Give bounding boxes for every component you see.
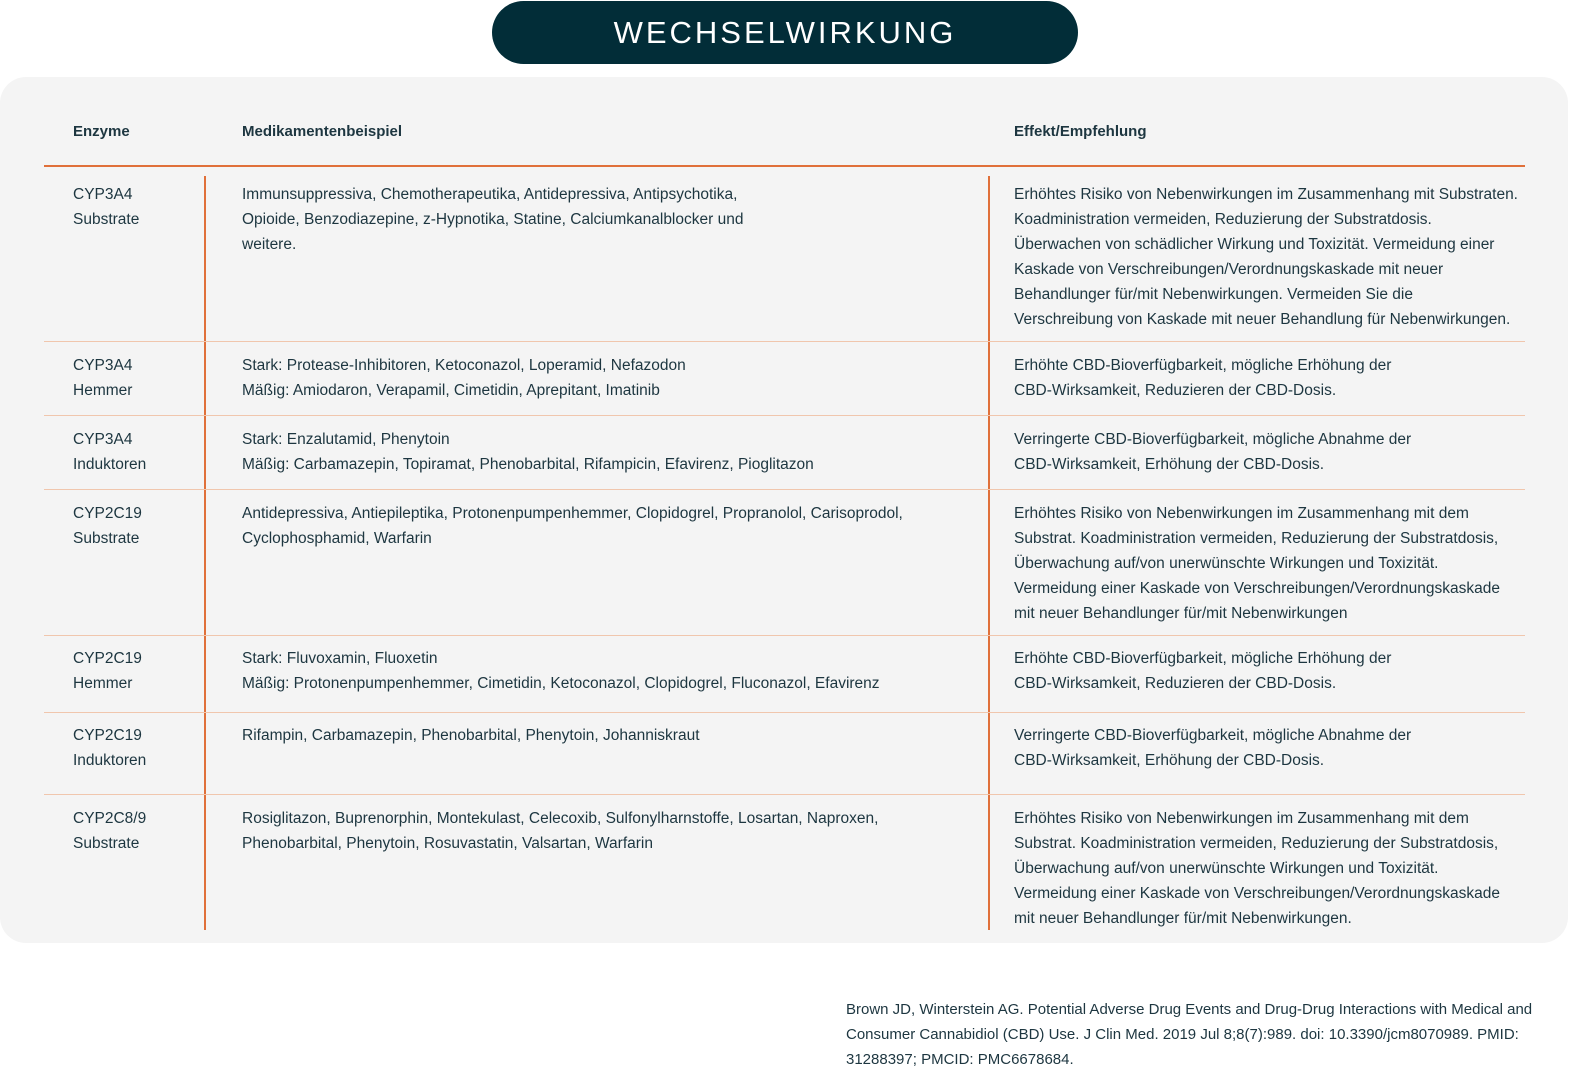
row-medication: Stark: Enzalutamid, Phenytoin Mäßig: Carbamazepin, Topiramat, Phenobarbital, Rifampicin, Efavirenz, Pioglitazon [242,431,814,473]
page-title: WECHSELWIRKUNG [492,1,1078,64]
row-divider [44,415,1525,416]
row-medication: Rosiglitazon, Buprenorphin, Montekulast, Celecoxib, Sulfonylharnstoffe, Losartan, Naproxen, Phenobarbital, Phenytoin, Rosuvastatin, Valsartan, Warfarin [242,810,879,852]
row-enzyme: CYP2C19 Induktoren [73,727,147,769]
row-medication: Stark: Fluvoxamin, Fluoxetin Mäßig: Protonenpumpenhemmer, Cimetidin, Ketoconazol, Clopidogrel, Fluconazol, Efavirenz [242,650,880,692]
header-enzyme: Enzyme [73,123,130,140]
row-effect: Verringerte CBD-Bioverfügbarkeit, mögliche Abnahme der CBD-Wirksamkeit, Erhöhung der CBD-Dosis. [1014,727,1412,769]
row-effect: Erhöhtes Risiko von Nebenwirkungen im Zusammenhang mit dem Substrat. Koadministration vermeiden, Reduzierung der Substratdosis, Überwachung auf/von unerwünschte Wirkungen und Toxizität. Vermeidung einer Kaskade von Verschreibungen/Verordnungskaskade mit neuer Behandlunger für/mit Nebenwirkungen [1014,505,1500,622]
row-enzyme: CYP3A4 Hemmer [73,357,133,399]
row-effect: Erhöhte CBD-Bioverfügbarkeit, mögliche Erhöhung der CBD-Wirksamkeit, Reduzieren der CBD-Dosis. [1014,357,1392,399]
row-effect: Erhöhtes Risiko von Nebenwirkungen im Zusammenhang mit dem Substrat. Koadministration vermeiden, Reduzierung der Substratdosis, Überwachung auf/von unerwünschte Wirkungen und Toxizität. Vermeidung einer Kaskade von Verschreibungen/Verordnungskaskade mit neuer Behandlunger für/mit Nebenwirkungen. [1014,810,1500,927]
row-divider [44,635,1525,636]
row-medication: Stark: Protease-Inhibitoren, Ketoconazol, Loperamid, Nefazodon Mäßig: Amiodaron, Verapamil, Cimetidin, Aprepitant, Imatinib [242,357,686,399]
row-enzyme: CYP2C8/9 Substrate [73,810,147,852]
row-divider [44,712,1525,713]
source-citation: Brown JD, Winterstein AG. Potential Adverse Drug Events and Drug-Drug Interactions with Medical and Consumer Cannabidiol (CBD) Use. J Clin Med. 2019 Jul 8;8(7):989. doi: 10.3390/jcm8070989. PMID: 31288397; PMCID: PMC6678684. [846,1001,1533,1068]
row-enzyme: CYP2C19 Hemmer [73,650,142,692]
row-medication: Immunsuppressiva, Chemotherapeutika, Antidepressiva, Antipsychotika, Opioide, Benzodiazepine, z-Hypnotika, Statine, Calciumkanalblocker und weitere. [242,186,744,253]
row-effect: Erhöhte CBD-Bioverfügbarkeit, mögliche Erhöhung der CBD-Wirksamkeit, Reduzieren der CBD-Dosis. [1014,650,1392,692]
row-enzyme: CYP2C19 Substrate [73,505,142,547]
header-effect: Effekt/Empfehlung [1014,123,1147,140]
row-medication: Antidepressiva, Antiepileptika, Protonenpumpenhemmer, Clopidogrel, Propranolol, Carisoprodol, Cyclophosphamid, Warfarin [242,505,903,547]
row-medication: Rifampin, Carbamazepin, Phenobarbital, Phenytoin, Johanniskraut [242,727,700,744]
row-enzyme: CYP3A4 Substrate [73,186,140,228]
row-divider [44,489,1525,490]
row-divider [44,341,1525,342]
row-effect: Erhöhtes Risiko von Nebenwirkungen im Zusammenhang mit Substraten. Koadministration vermeiden, Reduzierung der Substratdosis. Überwachen von schädlicher Wirkung und Toxizität. Vermeidung einer Kaskade von Verschreibungen/Verordnungskaskade mit neuer Behandlunger für/mit Nebenwirkungen. Vermeiden Sie die Verschreibung von Kaskade mit neuer Behandlung für Nebenwirkungen. [1014,186,1518,328]
header-divider [44,165,1525,167]
row-effect: Verringerte CBD-Bioverfügbarkeit, mögliche Abnahme der CBD-Wirksamkeit, Erhöhung der CBD-Dosis. [1014,431,1412,473]
row-divider [44,794,1525,795]
column-divider-1 [204,176,206,930]
column-divider-2 [988,176,990,930]
header-medication: Medikamentenbeispiel [242,123,403,140]
row-enzyme: CYP3A4 Induktoren [73,431,147,473]
